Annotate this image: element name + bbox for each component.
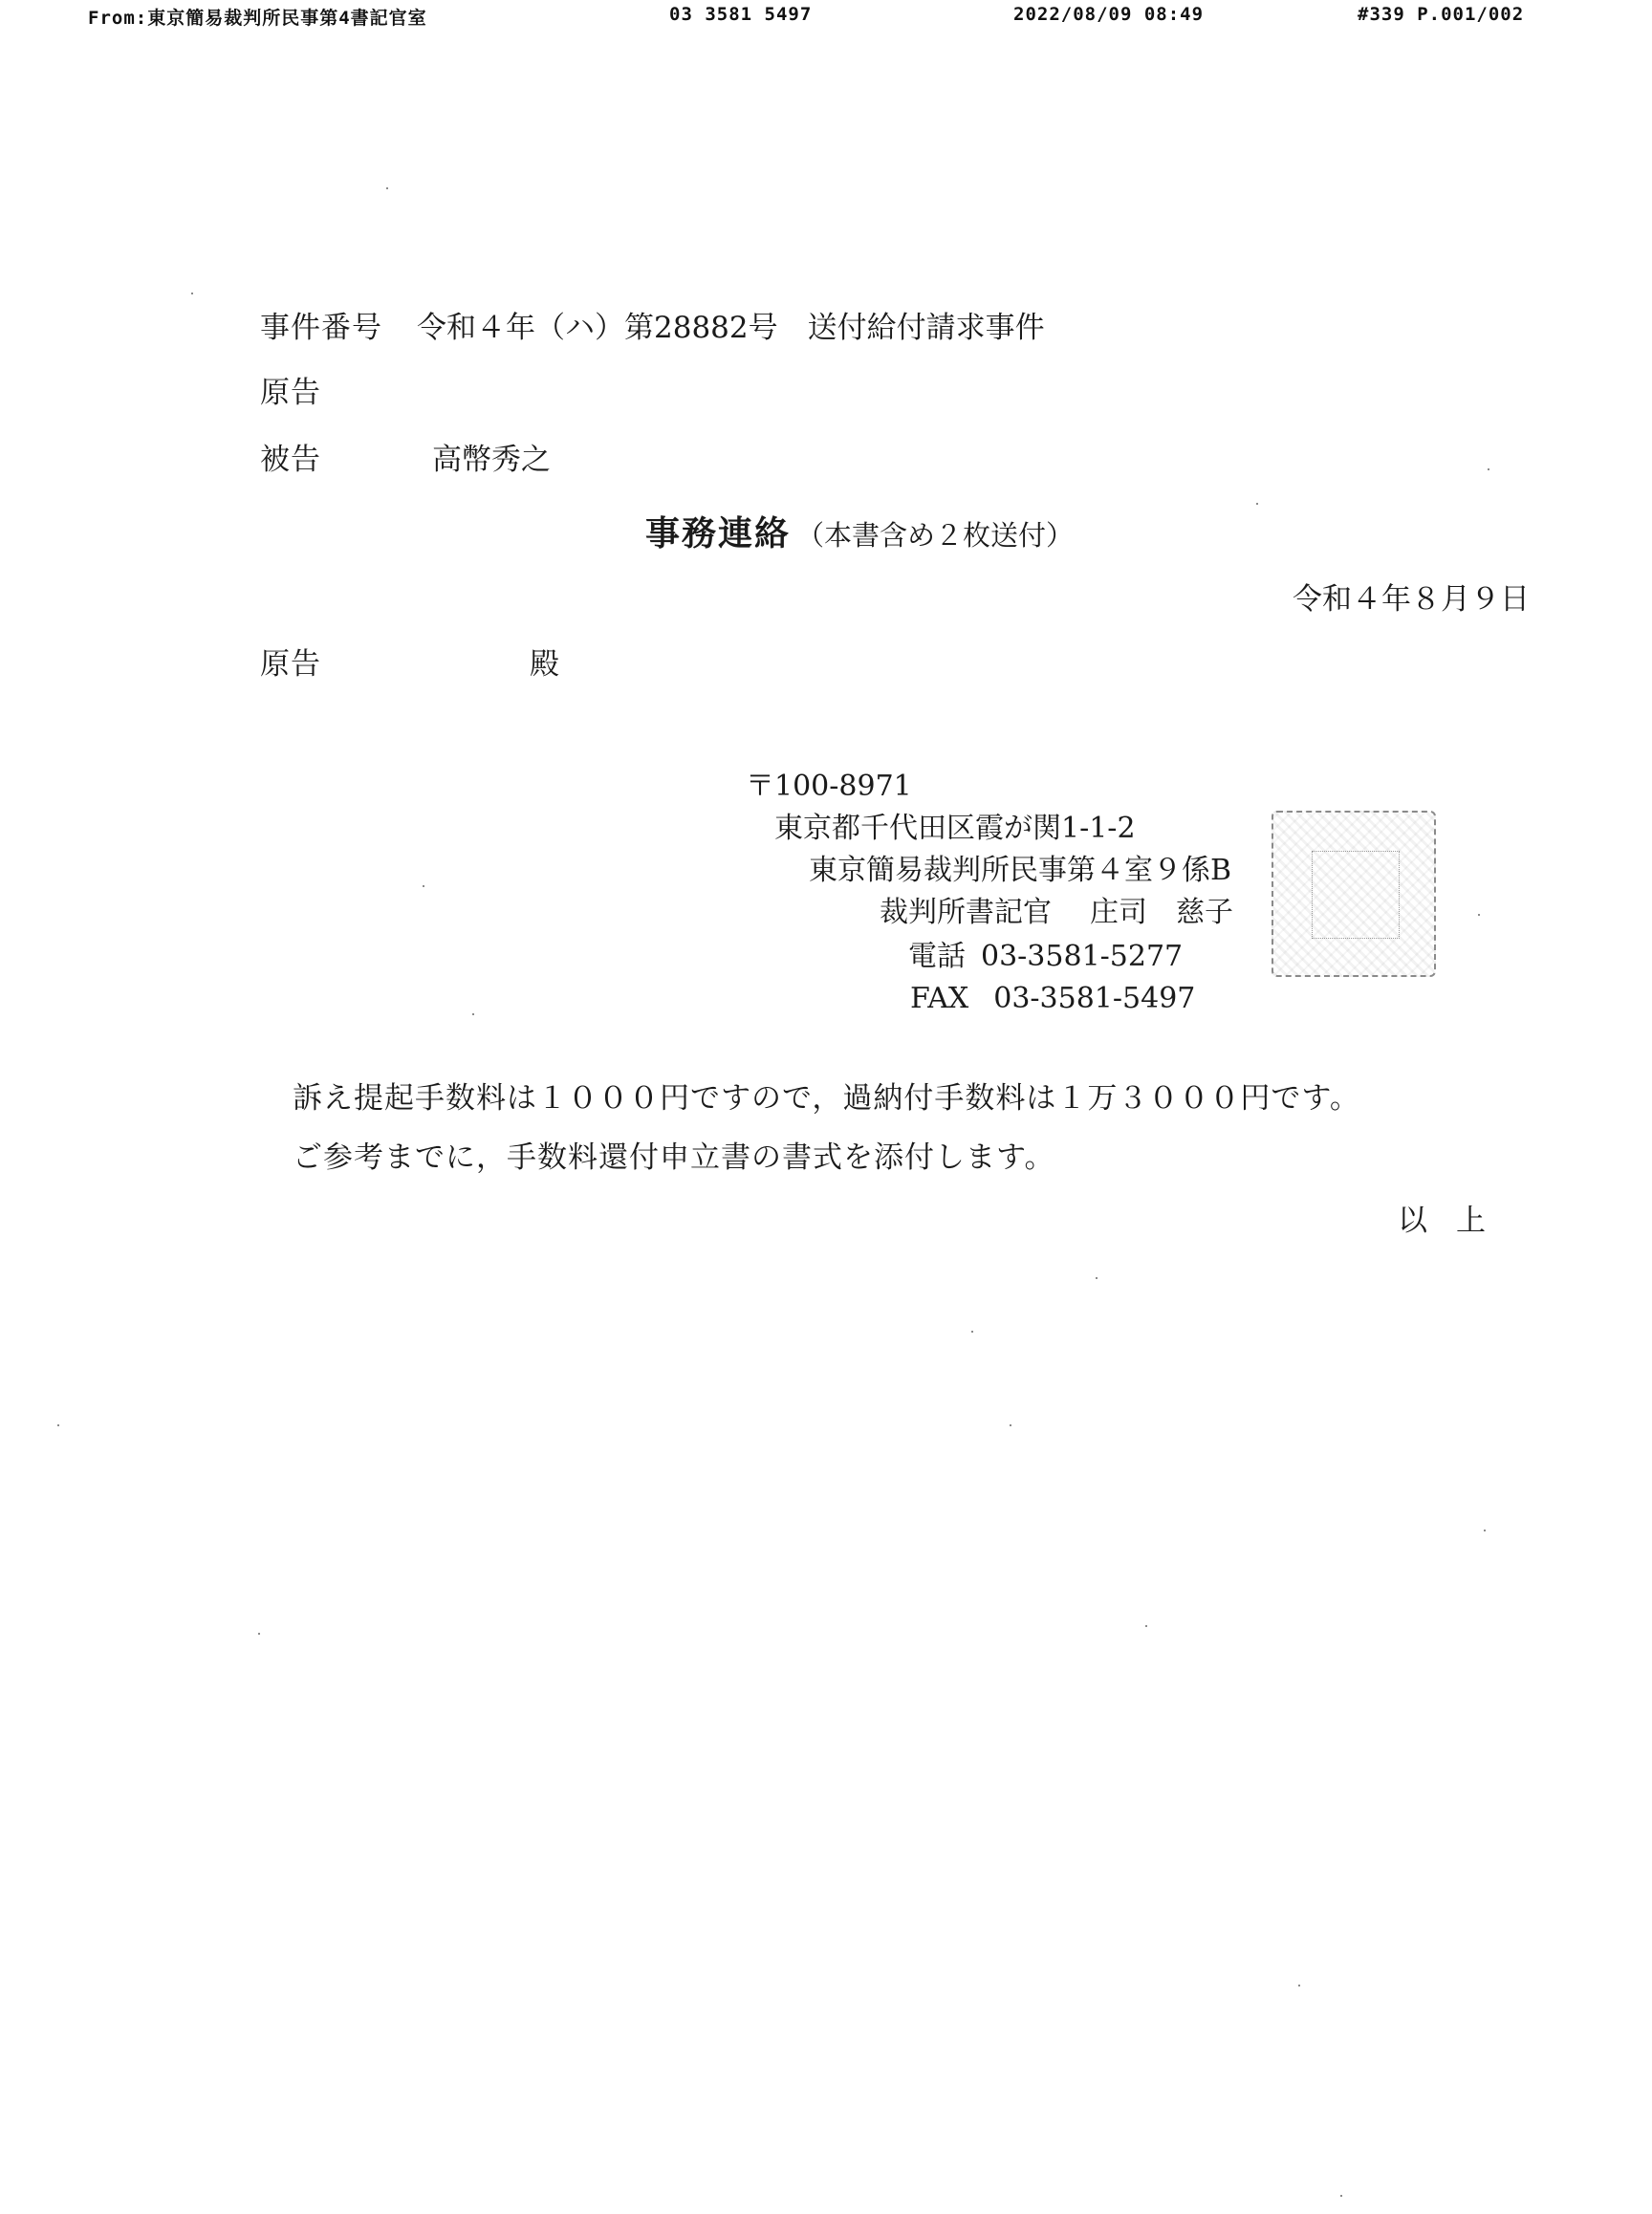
scan-speck [386, 187, 388, 189]
document-title [645, 513, 1075, 554]
sender-clerk [880, 896, 1233, 929]
defendant-label: 被告 [260, 443, 321, 477]
fax-label: FAX [910, 982, 969, 1015]
plaintiff-label: 原告 [260, 376, 321, 410]
scan-speck [472, 1013, 474, 1015]
scan-speck [258, 1633, 260, 1635]
fax-datetime: 2022/08/09 08:49 [1013, 4, 1205, 25]
case-number-label: 事件番号 [260, 311, 382, 345]
document-title-main: 事務連絡 [645, 513, 792, 554]
defendant-name: 高幣秀之 [432, 443, 551, 477]
scan-speck [1145, 1625, 1147, 1627]
scan-speck [1340, 2195, 1342, 2197]
fax-transmission-header [0, 4, 1652, 33]
sender-office: 東京簡易裁判所民事第４室９係B [809, 854, 1232, 887]
sender-fax [910, 982, 1196, 1015]
scan-speck [57, 1424, 59, 1426]
tel-label: 電話 [908, 940, 966, 973]
addressee-honorific: 殿 [530, 647, 559, 682]
scan-speck [1298, 1985, 1300, 1986]
tel-number: 03-3581-5277 [981, 940, 1184, 973]
fax-from: From:東京簡易裁判所民事第4書記官室 [88, 8, 427, 29]
official-seal-stamp [1272, 811, 1436, 977]
scan-speck [1096, 1277, 1098, 1279]
closing-remark: 以上 [1398, 1204, 1514, 1238]
addressee-label: 原告 [260, 647, 321, 682]
clerk-name: 庄司 慈子 [1090, 896, 1233, 929]
document-date: 令和４年８月９日 [1293, 582, 1530, 617]
document-title-sub: （本書含め２枚送付） [796, 519, 1075, 552]
scan-speck [1478, 914, 1480, 916]
defendant-row [260, 443, 551, 477]
scan-speck [1010, 1424, 1011, 1426]
fax-number: 03-3581-5497 [993, 982, 1196, 1015]
case-number-row [260, 311, 1045, 345]
body-text-line-2: ご参考までに，手数料還付申立書の書式を添付します。 [293, 1140, 1055, 1175]
scan-speck [191, 293, 193, 294]
sender-address: 東京都千代田区霞が関1-1-2 [774, 812, 1136, 845]
body-text-line-1: 訴え提起手数料は１０００円ですので，過納付手数料は１万３０００円です。 [293, 1081, 1360, 1116]
scan-speck [971, 1331, 973, 1333]
scan-speck [1484, 1530, 1486, 1531]
scan-speck [1256, 503, 1258, 505]
case-number-value: 令和４年（ハ）第28882号 送付給付請求事件 [417, 311, 1045, 345]
fax-page-number: #339 P.001/002 [1358, 4, 1525, 25]
scan-speck [423, 885, 424, 887]
sender-tel [908, 940, 1184, 973]
addressee-row [260, 647, 559, 682]
sender-postal-code: 〒100-8971 [746, 770, 912, 803]
fax-phone: 03 3581 5497 [669, 4, 813, 25]
scan-speck [1488, 468, 1489, 470]
plaintiff-row [260, 376, 321, 410]
clerk-title: 裁判所書記官 [880, 896, 1052, 929]
